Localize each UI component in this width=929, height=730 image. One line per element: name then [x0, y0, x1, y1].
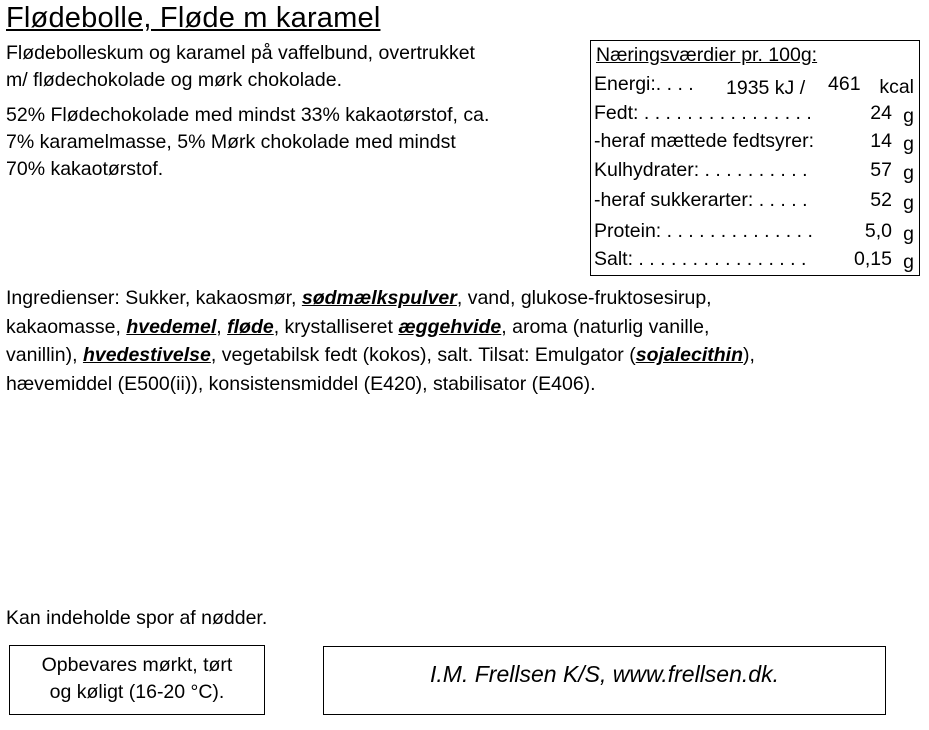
allergen-text: hvedestivelse — [82, 344, 211, 366]
nutrition-value: 52 — [870, 189, 892, 211]
nutrition-row-energy — [594, 73, 916, 101]
composition-text — [6, 102, 489, 183]
nutrition-unit: g — [903, 251, 914, 273]
nutrition-unit: g — [903, 162, 914, 184]
ingredients-text-part: kakaomasse, — [6, 315, 127, 338]
nutrition-row — [594, 102, 916, 130]
nutrition-unit: g — [903, 133, 914, 155]
allergen-text: fløde — [227, 315, 274, 338]
nutrition-row — [594, 189, 916, 217]
energy-kcal-value: 461 — [828, 73, 861, 95]
nutrition-row — [594, 130, 916, 158]
nutrition-label: -heraf mættede fedtsyrer: — [594, 130, 815, 152]
energy-kj-value: 1935 kJ / — [726, 77, 806, 99]
storage-line: og køligt (16-20 °C). — [49, 681, 225, 703]
ingredients-text-part: Ingredienser: Sukker, kakaosmør, — [6, 287, 302, 309]
nutrition-label: Kulhydrater: . . . . . . . . . . — [594, 159, 808, 181]
product-description — [6, 40, 475, 94]
nutrition-table — [590, 40, 920, 276]
nutrition-unit: g — [903, 105, 914, 127]
allergen-text: sødmælkspulver — [301, 287, 457, 309]
nutrition-label: -heraf sukkerarter: . . . . . — [594, 189, 808, 211]
ingredients-text-part: , aroma (naturlig vanille, — [501, 315, 710, 338]
allergen-text: sojalecithin — [635, 344, 743, 366]
description-line: Flødebolleskum og karamel på vaffelbund, overtrukket — [6, 42, 475, 64]
nutrition-value: 14 — [870, 130, 892, 152]
nutrition-unit: g — [903, 192, 914, 214]
producer-text: I.M. Frellsen K/S, www.frellsen.dk. — [430, 661, 779, 687]
nutrition-row — [594, 220, 916, 248]
description-line: m/ flødechokolade og mørk chokolade. — [6, 69, 342, 91]
ingredients-text — [6, 284, 755, 398]
composition-line: 52% Flødechokolade med mindst 33% kakaotørstof, ca. — [6, 104, 490, 126]
ingredients-text-part: , vand, glukose-fruktosesirup, — [456, 287, 712, 309]
nutrition-label: Salt: . . . . . . . . . . . . . . . . — [594, 248, 807, 270]
storage-box — [9, 645, 265, 715]
ingredients-line — [6, 341, 755, 370]
ingredients-line — [6, 284, 755, 313]
energy-kcal-unit: kcal — [879, 76, 914, 98]
nutrition-row — [594, 248, 916, 276]
allergen-text: æggehvide — [398, 315, 502, 338]
nutrition-value: 57 — [870, 159, 892, 181]
producer-box — [323, 646, 886, 715]
nutrition-value: 0,15 — [854, 248, 892, 270]
nutrition-unit: g — [903, 223, 914, 245]
allergy-note: Kan indeholde spor af nødder. — [6, 607, 268, 629]
storage-line: Opbevares mørkt, tørt — [41, 654, 233, 676]
composition-line: 7% karamelmasse, 5% Mørk chokolade med mindst — [6, 131, 456, 153]
composition-line: 70% kakaotørstof. — [6, 158, 164, 180]
ingredients-text-part: , — [216, 315, 228, 338]
ingredients-line — [6, 313, 755, 342]
ingredients-text-part: , krystalliseret — [273, 315, 399, 338]
product-title: Flødebolle, Fløde m karamel — [6, 2, 381, 34]
nutrition-label: Protein: . . . . . . . . . . . . . . — [594, 220, 813, 242]
energy-label: Energi:. . . . — [594, 73, 694, 95]
nutrition-value: 5,0 — [864, 220, 892, 242]
ingredients-text-part: ), — [743, 344, 755, 366]
ingredients-line: hævemiddel (E500(ii)), konsistensmiddel (E420), stabilisator (E406). — [6, 372, 596, 395]
ingredients-text-part: vanillin), — [6, 344, 83, 366]
nutrition-row — [594, 159, 916, 187]
nutrition-value: 24 — [870, 102, 892, 124]
nutrition-label: Fedt: . . . . . . . . . . . . . . . . — [594, 102, 812, 124]
nutrition-heading: Næringsværdier pr. 100g: — [596, 44, 818, 66]
allergen-text: hvedemel — [126, 315, 217, 338]
ingredients-text-part: , vegetabilsk fedt (kokos), salt. Tilsat: Emulgator ( — [210, 344, 636, 366]
